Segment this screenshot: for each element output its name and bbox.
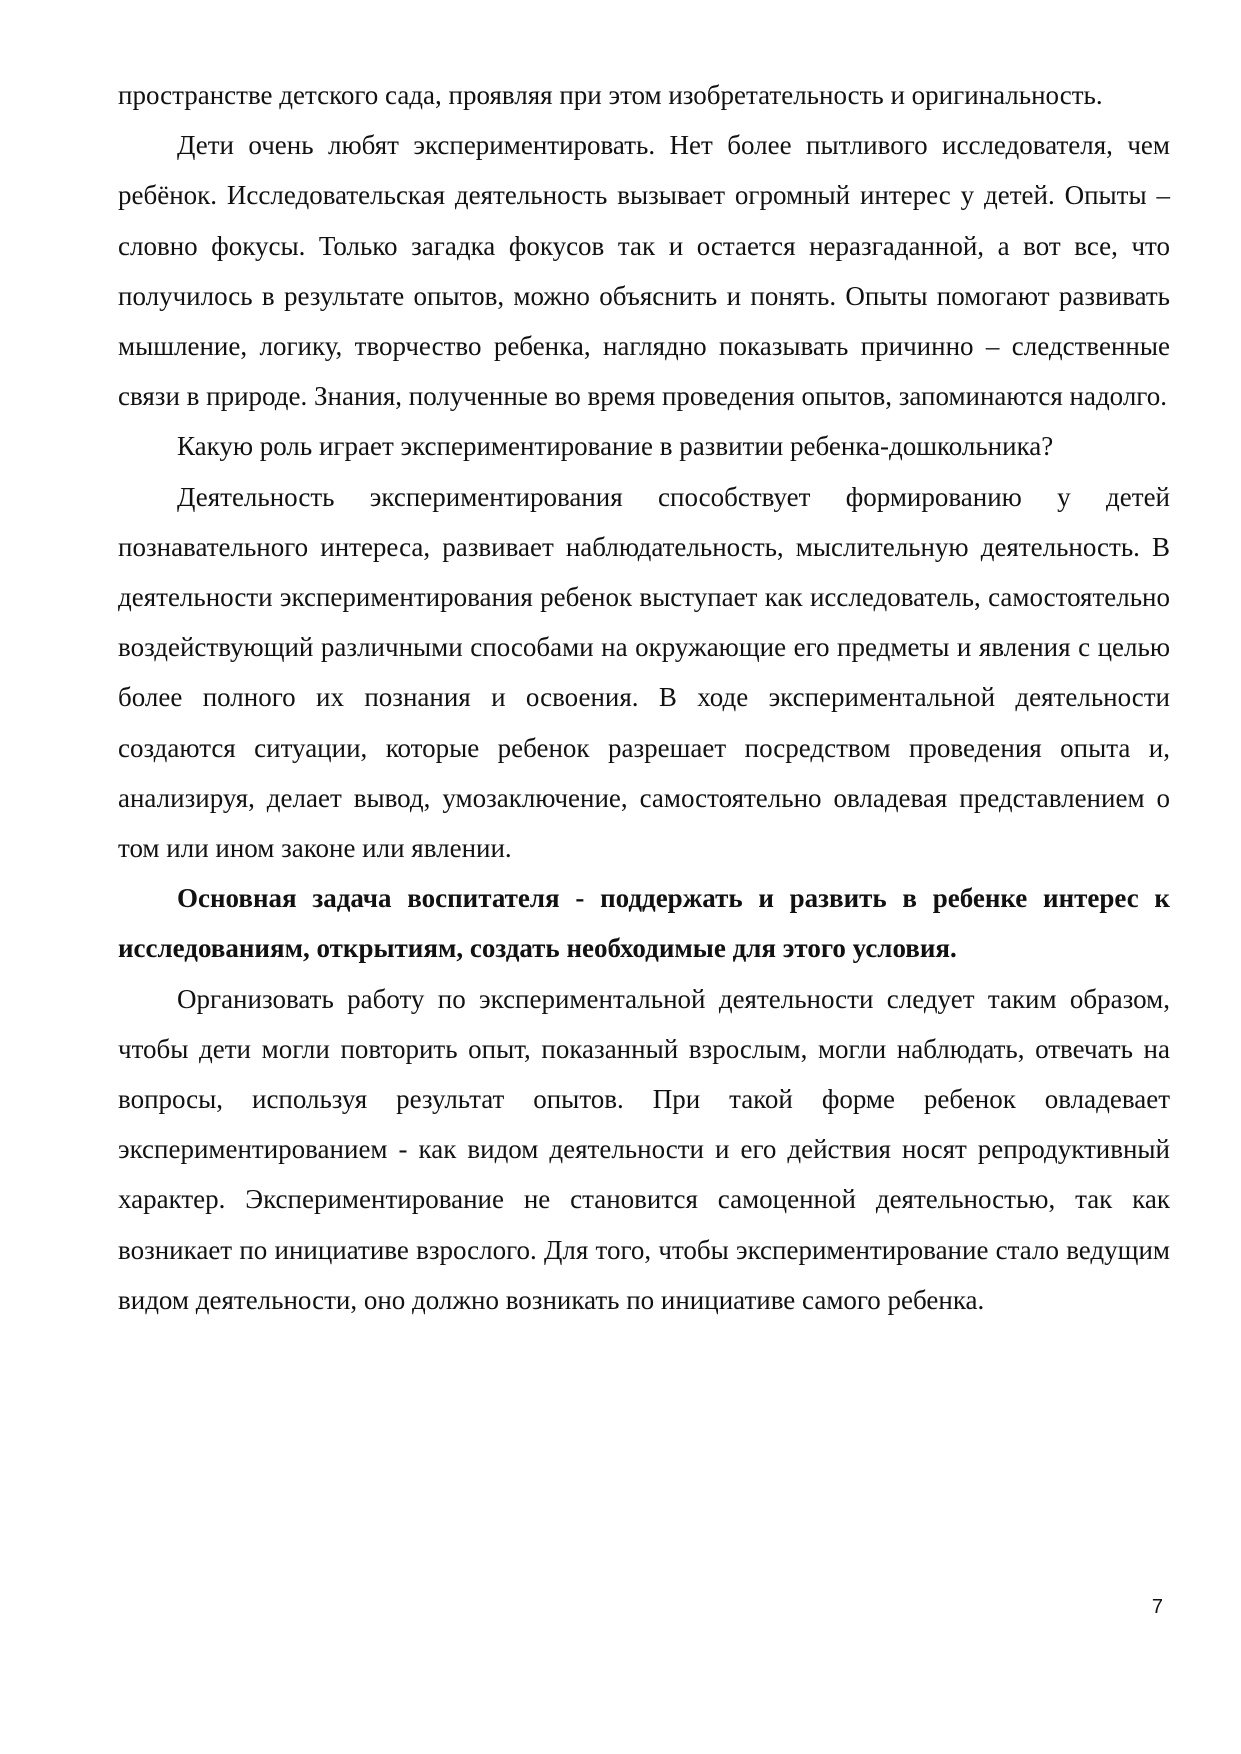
paragraph-experimentation-activity: Деятельность экспериментирования способствует формированию у детей познавательного интереса, развивает наблюдательность, мыслительную деятельность. В деятельности экспериментирования ребенок выступает как исследователь, самостоятельно воздействующий различными способами на окружающие его предметы и явления с целью более полного их познания и освоения. В ходе экспериментальной деятельности создаются ситуации, которые ребенок разрешает посредством проведения опыта и, анализируя, делает вывод, умозаключение, самостоятельно овладевая представлением о том или ином законе или явлении. <box>118 481 1170 864</box>
paragraph-organization: Организовать работу по экспериментальной деятельности следует таким образом, чтобы дети могли повторить опыт, показанный взрослым, могли наблюдать, отвечать на вопросы, используя результат опытов. При такой форме ребенок овладевает экспериментированием - как видом деятельности и его действия носят репродуктивный характер. Экспериментирование не становится самоценной деятельностью, так как возникает по инициативе взрослого. Для того, чтобы экспериментирование стало ведущим видом деятельности, оно должно возникать по инициативе самого ребенка. <box>118 983 1170 1315</box>
document-body <box>118 70 1170 1325</box>
paragraph-main-task: Основная задача воспитателя - поддержать и развить в ребенке интерес к исследованиям, открытиям, создать необходимые для этого условия. <box>118 883 1170 964</box>
paragraph-continuation: пространстве детского сада, проявляя при этом изобретательность и оригинальность. <box>118 80 1103 110</box>
page-number: 7 <box>1151 1596 1163 1618</box>
paragraph-experiments-intro: Дети очень любят экспериментировать. Нет более пытливого исследователя, чем ребёнок. Исследовательская деятельность вызывает огромный интерес у детей. Опыты – словно фокусы. Только загадка фокусов так и остается неразгаданной, а вот все, что получилось в результате опытов, можно объяснить и понять. Опыты помогают развивать мышление, логику, творчество ребенка, наглядно показывать причинно – следственные связи в природе. Знания, полученные во время проведения опытов, запоминаются надолго. <box>118 130 1170 412</box>
paragraph-question: Какую роль играет экспериментирование в развитии ребенка-дошкольника? <box>177 431 1054 462</box>
